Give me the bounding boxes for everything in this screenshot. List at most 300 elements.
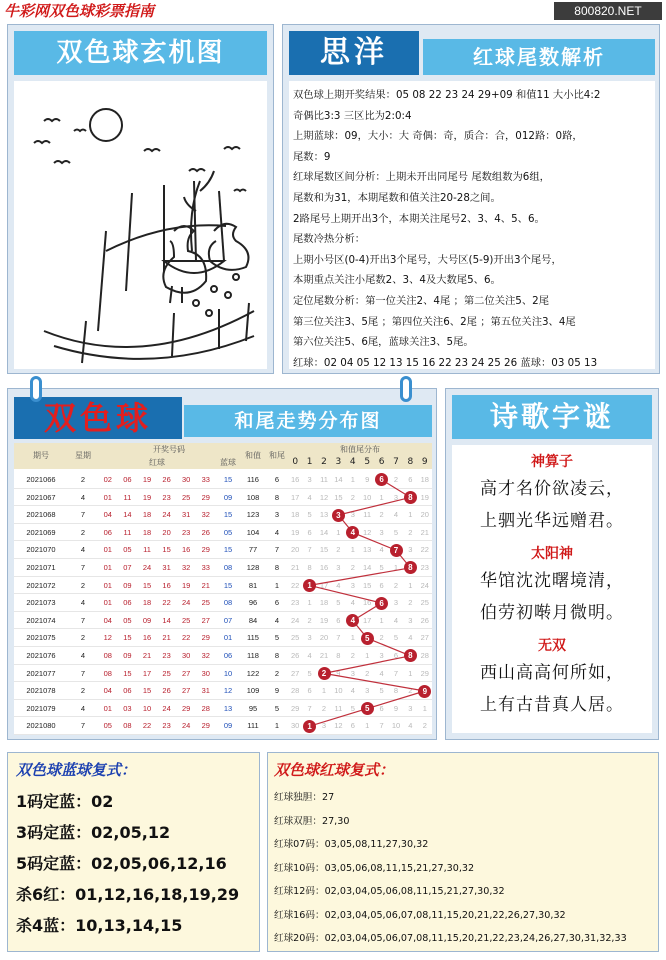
blue-compound-title: 双色球蓝球复式： xyxy=(16,761,137,779)
red-number: 02 xyxy=(103,475,112,484)
miss-count: 23 xyxy=(291,598,300,608)
miss-count: 29 xyxy=(291,703,300,713)
poem-line: 高才名价欲凌云， xyxy=(480,479,624,499)
blue-compound-line: 5码定蓝：02,05,06,12,16 xyxy=(16,854,227,873)
red-number: 33 xyxy=(201,475,210,484)
red-number: 08 xyxy=(103,651,112,660)
issue-cell: 2021080 xyxy=(26,721,56,731)
red-number: 25 xyxy=(182,615,191,625)
miss-count: 1 xyxy=(408,668,413,678)
miss-count: 4 xyxy=(393,510,399,520)
blue-number: 08 xyxy=(223,598,233,608)
miss-count: 25 xyxy=(420,598,429,608)
red-number: 14 xyxy=(123,510,132,520)
red-number: 24 xyxy=(182,721,191,731)
digit-header: 4 xyxy=(346,456,360,469)
red-number: 15 xyxy=(142,580,152,590)
miss-count: 4 xyxy=(379,545,384,555)
miss-count: 2 xyxy=(379,633,384,643)
blue-number: 15 xyxy=(223,475,233,484)
miss-count: 1 xyxy=(379,615,384,625)
tail-cell: 2 xyxy=(274,668,280,678)
issue-header: 期号 xyxy=(14,443,68,469)
mystic-panel xyxy=(7,24,274,374)
analysis-line: 奇偶比3:3 三区比为2:0:4 xyxy=(293,109,412,122)
poem-line: 伯劳初啭月微明。 xyxy=(480,603,624,623)
trend-panel xyxy=(7,388,437,740)
red-number: 06 xyxy=(123,598,132,608)
blue-number: 06 xyxy=(223,651,233,660)
miss-count: 5 xyxy=(307,668,312,678)
digit-header: 1 xyxy=(302,456,316,469)
red-number: 27 xyxy=(182,668,191,678)
tail-title-sub: 红球尾数解析 xyxy=(423,39,655,75)
poem-panel xyxy=(445,388,659,740)
digit-header: 9 xyxy=(418,456,432,469)
miss-count: 18 xyxy=(291,510,300,520)
red-number: 31 xyxy=(201,686,210,696)
miss-count: 3 xyxy=(393,598,399,608)
tail-analysis-panel xyxy=(282,24,660,374)
miss-count: 11 xyxy=(320,475,328,484)
blue-number: 09 xyxy=(223,721,233,731)
red-number: 15 xyxy=(162,545,171,555)
miss-count: 3 xyxy=(307,633,312,643)
red-number: 26 xyxy=(162,686,171,696)
sum-cell: 95 xyxy=(248,703,258,713)
tail-cell: 6 xyxy=(274,598,280,608)
poem-body xyxy=(452,445,652,733)
miss-count: 6 xyxy=(379,580,384,590)
sum-cell: 104 xyxy=(246,527,260,537)
sum-cell: 81 xyxy=(248,580,258,590)
miss-count: 26 xyxy=(420,615,429,625)
miss-count: 17 xyxy=(363,615,372,625)
miss-count: 13 xyxy=(319,510,329,520)
poem-heading: 无双 xyxy=(538,638,566,654)
miss-count: 4 xyxy=(307,651,312,660)
red-number: 06 xyxy=(123,686,132,696)
issue-cell: 2021069 xyxy=(26,527,56,537)
poem-heading: 太阳神 xyxy=(531,546,573,562)
blue-compound-line: 1码定蓝：02 xyxy=(16,792,114,811)
analysis-line: 尾数冷热分析： xyxy=(293,233,366,246)
digit-header: 8 xyxy=(403,456,417,469)
poem-heading: 神算子 xyxy=(531,454,573,470)
red-number: 31 xyxy=(162,563,171,572)
miss-count: 5 xyxy=(379,686,384,696)
miss-count: 7 xyxy=(393,668,399,678)
red-compound-line: 红球20码：02,03,04,05,06,07,08,11,15,20,21,22,23,24,26,27,30,31,32,33 xyxy=(274,933,627,944)
analysis-line: 上期蓝球：09，大小：大 奇偶：奇，质合：合，012路：0路， xyxy=(293,130,583,143)
miss-count: 3 xyxy=(307,475,312,484)
week-cell: 7 xyxy=(80,615,86,625)
miss-count: 22 xyxy=(420,545,429,555)
tail-ball: 5 xyxy=(361,632,374,645)
red-number: 21 xyxy=(201,580,210,590)
miss-count: 6 xyxy=(350,721,355,731)
red-number: 09 xyxy=(142,615,152,625)
miss-count: 6 xyxy=(393,651,399,660)
red-number: 23 xyxy=(182,527,191,537)
binder-ring-left xyxy=(30,376,42,402)
mystic-illustration xyxy=(14,81,267,369)
miss-count: 5 xyxy=(393,527,399,537)
red-number: 12 xyxy=(103,633,112,643)
red-compound-line: 红球12码：02,03,04,05,06,08,11,15,21,27,30,32 xyxy=(274,886,505,897)
red-number: 33 xyxy=(201,563,210,572)
blue-number: 15 xyxy=(223,580,233,590)
miss-count: 19 xyxy=(291,527,300,537)
week-cell: 2 xyxy=(80,633,86,643)
red-number: 11 xyxy=(143,545,151,555)
week-cell: 7 xyxy=(80,668,86,678)
miss-count: 3 xyxy=(408,703,413,713)
analysis-line: 第六位关注5、6尾，蓝球关注3、5尾。 xyxy=(293,336,474,349)
miss-count: 2 xyxy=(365,668,370,678)
tail-analysis-body xyxy=(289,81,655,369)
red-number: 05 xyxy=(123,545,132,555)
miss-count: 10 xyxy=(363,492,372,502)
miss-count: 1 xyxy=(379,492,384,502)
miss-count: 3 xyxy=(379,651,384,660)
tail-cell: 5 xyxy=(274,703,280,713)
sum-cell: 96 xyxy=(248,598,258,608)
miss-count: 4 xyxy=(350,686,355,696)
miss-count: 28 xyxy=(420,651,429,660)
red-number: 01 xyxy=(103,492,112,502)
miss-count: 16 xyxy=(291,475,300,484)
digit-header: 2 xyxy=(317,456,331,469)
blue-compound-line: 3码定蓝：02,05,12 xyxy=(16,823,171,842)
blue-compound-line: 杀4蓝：10,13,14,15 xyxy=(16,916,183,935)
miss-count: 8 xyxy=(307,563,312,572)
tail-cell: 7 xyxy=(274,545,280,555)
miss-count: 3 xyxy=(408,545,413,555)
miss-count: 6 xyxy=(307,686,312,696)
red-number: 18 xyxy=(142,510,152,520)
blue-number: 15 xyxy=(223,545,233,555)
red-number: 24 xyxy=(162,510,171,520)
miss-count: 21 xyxy=(291,563,300,572)
miss-count: 2 xyxy=(408,527,413,537)
red-number: 08 xyxy=(123,721,132,731)
miss-count: 12 xyxy=(319,492,329,502)
miss-count: 21 xyxy=(319,651,329,660)
miss-count: 21 xyxy=(420,527,429,537)
miss-count: 23 xyxy=(420,563,429,572)
red-number: 06 xyxy=(103,527,112,537)
red-number: 07 xyxy=(123,563,132,572)
issue-cell: 2021079 xyxy=(26,703,56,713)
week-cell: 4 xyxy=(80,651,86,660)
miss-count: 3 xyxy=(393,492,399,502)
red-number: 25 xyxy=(201,598,210,608)
sum-cell: 77 xyxy=(248,545,258,555)
issue-cell: 2021072 xyxy=(26,580,56,590)
red-number: 23 xyxy=(162,651,171,660)
mystic-title: 双色球玄机图 xyxy=(14,31,267,75)
red-number: 29 xyxy=(201,721,210,731)
miss-count: 5 xyxy=(393,633,399,643)
issue-cell: 2021074 xyxy=(26,615,56,625)
blue-number: 12 xyxy=(223,686,233,696)
trend-table xyxy=(14,443,432,735)
sum-cell: 118 xyxy=(247,651,259,660)
miss-count: 9 xyxy=(365,475,370,484)
red-number: 28 xyxy=(201,703,210,713)
red-number: 30 xyxy=(201,668,210,678)
red-number: 21 xyxy=(142,651,152,660)
red-number: 29 xyxy=(201,492,210,502)
miss-count: 24 xyxy=(291,615,300,625)
tail-ball: 1 xyxy=(303,579,316,592)
red-number: 27 xyxy=(201,615,210,625)
miss-count: 26 xyxy=(291,651,300,660)
miss-count: 11 xyxy=(334,703,343,713)
red-number: 04 xyxy=(103,686,112,696)
miss-count: 2 xyxy=(350,651,355,660)
red-number: 04 xyxy=(103,510,112,520)
issue-cell: 2021075 xyxy=(26,633,56,643)
miss-count: 2 xyxy=(307,615,312,625)
miss-count: 7 xyxy=(307,545,312,555)
miss-count: 7 xyxy=(336,633,341,643)
tail-ball: 3 xyxy=(332,509,345,522)
red-number: 32 xyxy=(201,510,210,520)
miss-count: 8 xyxy=(336,651,341,660)
red-number: 22 xyxy=(142,721,152,731)
digit-header: 6 xyxy=(374,456,388,469)
sum-cell: 122 xyxy=(246,668,260,678)
week-cell: 4 xyxy=(80,703,86,713)
miss-count: 27 xyxy=(291,668,300,678)
week-cell: 4 xyxy=(80,598,86,608)
red-number: 26 xyxy=(162,475,171,484)
red-number: 27 xyxy=(182,686,191,696)
miss-count: 3 xyxy=(350,510,355,520)
red-number: 30 xyxy=(182,475,191,484)
red-number: 32 xyxy=(182,563,191,572)
miss-count: 15 xyxy=(334,492,343,502)
red-number: 17 xyxy=(142,668,152,678)
sum-cell: 111 xyxy=(247,721,259,731)
red-number: 19 xyxy=(182,580,191,590)
digit-header: 0 xyxy=(288,456,302,469)
miss-count: 2 xyxy=(379,510,384,520)
tail-ball: 6 xyxy=(375,597,388,610)
miss-count: 29 xyxy=(420,668,429,678)
sum-header: 和值 xyxy=(240,443,266,469)
week-cell: 2 xyxy=(80,580,86,590)
issue-cell: 2021067 xyxy=(26,492,56,502)
blue-number: 07 xyxy=(223,615,233,625)
red-compound-line: 红球10码：03,05,06,08,11,15,21,27,30,32 xyxy=(274,862,475,874)
issue-cell: 2021078 xyxy=(26,686,56,696)
miss-count: 5 xyxy=(336,598,341,608)
analysis-line: 本期重点关注小尾数2、3、4及大数尾5、6。 xyxy=(293,274,501,287)
tail-ball: 6 xyxy=(375,473,388,486)
tail-cell: 8 xyxy=(274,563,280,572)
miss-count: 6 xyxy=(307,527,312,537)
miss-count: 9 xyxy=(336,668,341,678)
red-number: 32 xyxy=(201,651,210,660)
miss-count: 5 xyxy=(307,510,312,520)
tail-cell: 8 xyxy=(274,651,280,660)
miss-count: 1 xyxy=(393,563,399,572)
blue-number: 15 xyxy=(223,510,233,520)
red-number: 18 xyxy=(142,598,152,608)
blue-compound-line: 杀6红：01,12,16,18,19,29 xyxy=(16,885,240,904)
tail-ball: 4 xyxy=(346,614,359,627)
red-header: 红球 xyxy=(98,456,216,469)
miss-count: 14 xyxy=(319,527,329,537)
red-number: 03 xyxy=(123,703,132,713)
miss-count: 2 xyxy=(393,475,399,484)
blue-header: 蓝球 xyxy=(216,456,240,469)
red-number: 16 xyxy=(182,545,191,555)
analysis-line: 红球尾数区间分析：上期未开出同尾号 尾数组数为6组， xyxy=(293,171,550,184)
red-compound-line: 红球16码：02,03,04,05,06,07,08,11,15,20,21,22,26,27,30,32 xyxy=(274,909,566,921)
red-number: 01 xyxy=(103,580,112,590)
miss-count: 14 xyxy=(334,475,343,484)
analysis-line: 红球：02 04 05 12 13 15 16 22 23 24 25 26 蓝球：03 05 13 xyxy=(293,356,598,369)
red-number: 25 xyxy=(182,492,191,502)
tail-ball: 4 xyxy=(346,526,359,539)
week-cell: 7 xyxy=(80,563,86,572)
miss-count: 1 xyxy=(350,633,355,643)
miss-count: 4 xyxy=(408,633,413,643)
analysis-line: 上期小号区(0-4)开出3个尾号，大号区(5-9)开出3个尾号， xyxy=(293,253,562,266)
red-number: 15 xyxy=(123,668,132,678)
miss-count: 2 xyxy=(422,721,427,731)
miss-count: 13 xyxy=(363,545,372,555)
miss-count: 8 xyxy=(393,686,399,696)
miss-count: 28 xyxy=(291,686,300,696)
red-number: 11 xyxy=(123,527,132,537)
blue-number: 09 xyxy=(223,492,233,502)
analysis-line: 尾数和为31，本期尾数和值关注20-28之间。 xyxy=(293,191,501,204)
miss-count: 16 xyxy=(319,563,329,572)
red-number: 21 xyxy=(162,633,171,643)
sum-cell: 84 xyxy=(248,615,258,625)
tail-title-main: 思洋 xyxy=(289,31,419,75)
miss-count: 6 xyxy=(408,475,413,484)
tail-ball: 7 xyxy=(390,544,403,557)
miss-count: 3 xyxy=(379,527,384,537)
tail-cell: 9 xyxy=(274,686,280,696)
red-number: 10 xyxy=(142,703,152,713)
red-number: 25 xyxy=(162,668,171,678)
red-number: 18 xyxy=(142,527,152,537)
analysis-line: 定位尾数分析：第一位关注2、4尾 ；第二位关注5、2尾 xyxy=(293,294,550,307)
red-number: 14 xyxy=(162,615,171,625)
miss-count: 2 xyxy=(393,580,399,590)
miss-count: 14 xyxy=(363,563,372,572)
miss-count: 2 xyxy=(336,545,341,555)
miss-count: 17 xyxy=(291,492,300,502)
week-header: 星期 xyxy=(68,443,98,469)
miss-count: 24 xyxy=(420,580,429,590)
blue-number: 10 xyxy=(223,668,233,678)
red-number: 23 xyxy=(162,492,171,502)
red-number: 23 xyxy=(162,721,171,731)
miss-count: 11 xyxy=(363,510,372,520)
binder-ring-right xyxy=(400,376,412,402)
miss-count: 2 xyxy=(408,598,413,608)
miss-count: 7 xyxy=(307,703,312,713)
tail-cell: 8 xyxy=(274,492,280,502)
issue-cell: 2021076 xyxy=(26,651,56,660)
miss-count: 6 xyxy=(336,615,341,625)
red-number: 01 xyxy=(103,563,112,572)
digit-header: 7 xyxy=(389,456,403,469)
miss-count: 7 xyxy=(379,721,384,731)
miss-count: 12 xyxy=(334,721,343,731)
miss-count: 4 xyxy=(307,492,312,502)
tail-cell: 5 xyxy=(274,633,280,643)
sum-cell: 108 xyxy=(246,492,260,502)
red-number: 29 xyxy=(201,545,210,555)
miss-count: 1 xyxy=(422,703,427,713)
miss-count: 1 xyxy=(365,651,370,660)
miss-count: 3 xyxy=(408,615,413,625)
tail-ball: 5 xyxy=(361,702,374,715)
miss-count: 2 xyxy=(350,563,355,572)
trend-line xyxy=(310,480,425,726)
miss-count: 4 xyxy=(408,721,413,731)
tail-cell: 3 xyxy=(274,510,280,520)
sum-cell: 109 xyxy=(246,686,260,696)
miss-count: 16 xyxy=(363,598,372,608)
miss-count: 19 xyxy=(319,615,329,625)
red-number: 29 xyxy=(201,633,210,643)
miss-count: 20 xyxy=(420,510,429,520)
miss-count: 6 xyxy=(379,703,384,713)
miss-count: 27 xyxy=(420,633,429,643)
miss-count: 5 xyxy=(350,703,355,713)
trend-title-main: 双色球 xyxy=(14,397,182,439)
tail-ball: 2 xyxy=(318,667,331,680)
tail-trend-lines xyxy=(14,443,432,735)
red-number: 09 xyxy=(123,651,132,660)
red-number: 01 xyxy=(103,703,112,713)
miss-count: 15 xyxy=(363,580,372,590)
site-badge[interactable]: 800820.NET xyxy=(554,2,662,20)
miss-count: 19 xyxy=(420,492,429,502)
miss-count: 3 xyxy=(365,686,370,696)
tail-ball: 9 xyxy=(418,685,431,698)
miss-count: 30 xyxy=(291,721,300,731)
red-number: 24 xyxy=(162,703,171,713)
miss-count: 20 xyxy=(291,545,300,555)
miss-count: 1 xyxy=(350,545,355,555)
red-number: 04 xyxy=(103,615,112,625)
red-number: 15 xyxy=(123,633,132,643)
red-number: 11 xyxy=(123,492,132,502)
miss-count: 3 xyxy=(336,563,341,572)
week-cell: 2 xyxy=(80,686,86,696)
red-number: 22 xyxy=(162,598,171,608)
red-compound-line: 红球双胆：27,30 xyxy=(274,815,350,827)
tail-ball: 8 xyxy=(404,649,417,662)
issue-cell: 2021077 xyxy=(26,668,56,678)
miss-count: 22 xyxy=(291,580,300,590)
poem-title: 诗歌字谜 xyxy=(452,395,652,439)
red-number: 16 xyxy=(142,633,152,643)
issue-cell: 2021068 xyxy=(26,510,56,520)
red-number: 08 xyxy=(103,668,112,678)
